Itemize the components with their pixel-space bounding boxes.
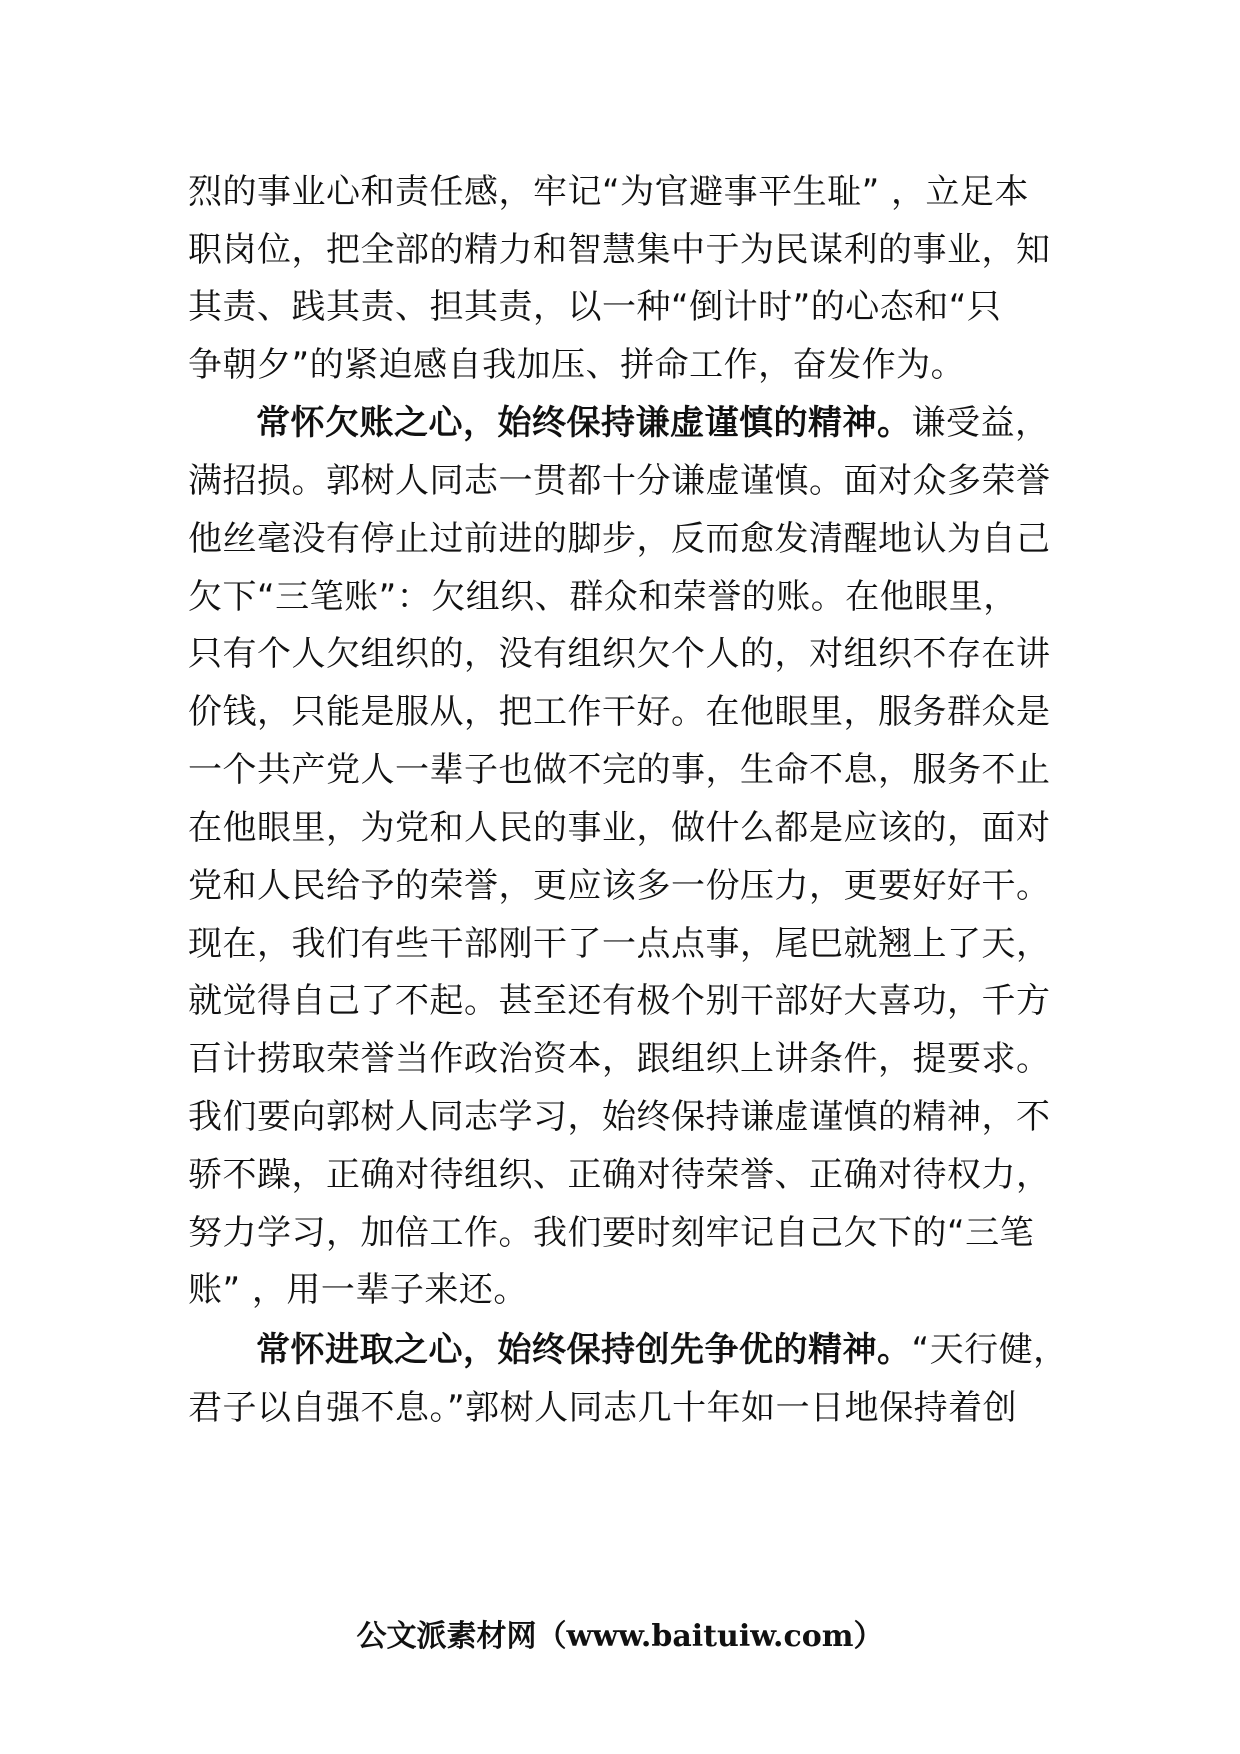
text-line: 争朝夕”的紧迫感自我加压、拼命工作，奋发作为。 (188, 345, 966, 385)
text-line: 现在，我们有些干部刚干了一点点事，尾巴就翘上了天， (188, 924, 1051, 964)
text-line: 他丝毫没有停止过前进的脚步，反而愈发清醒地认为自己 (188, 519, 1051, 559)
text-line: 努力学习，加倍工作。我们要时刻牢记自己欠下的“三笔 (188, 1213, 1035, 1253)
text-line: 职岗位，把全部的精力和智慧集中于为民谋利的事业，知 (188, 230, 1051, 270)
text-line: 账” ，用一辈子来还。 (188, 1270, 528, 1310)
text-line: 其责、践其责、担其责，以一种“倒计时”的心态和“只 (188, 287, 1002, 327)
text-line: 百计捞取荣誉当作政治资本，跟组织上讲条件，提要求。 (188, 1039, 1051, 1079)
text-line: 一个共产党人一辈子也做不完的事，生命不息，服务不止 (188, 750, 1051, 790)
text-line: 党和人民给予的荣誉，更应该多一份压力，更要好好干。 (188, 866, 1051, 906)
text-line: 只有个人欠组织的，没有组织欠个人的，对组织不存在讲 (188, 634, 1051, 674)
text-line: 君子以自强不息。”郭树人同志几十年如一日地保持着创 (188, 1388, 1018, 1428)
paragraph-heading-line: 常怀欠账之心，始终保持谦虚谨慎的精神。谦受益， (256, 403, 1050, 443)
text-line: 就觉得自己了不起。甚至还有极个别干部好大喜功，千方 (188, 981, 1051, 1021)
text-line: 欠下“三笔账”：欠组织、群众和荣誉的账。在他眼里， (188, 577, 1018, 617)
text-line: 我们要向郭树人同志学习，始终保持谦虚谨慎的精神，不 (188, 1097, 1051, 1137)
text-line: 满招损。郭树人同志一贯都十分谦虚谨慎。面对众多荣誉 (188, 461, 1051, 501)
text-line: 在他眼里，为党和人民的事业，做什么都是应该的，面对 (188, 808, 1051, 848)
paragraph-heading-line: 常怀进取之心，始终保持创先争优的精神。“天行健， (256, 1330, 1068, 1370)
page-footer: 公文派素材网（www.baituiw.com） (356, 1619, 884, 1654)
text-line: 烈的事业心和责任感，牢记“为官避事平生耻” ，立足本 (188, 172, 1030, 212)
text-line: 骄不躁，正确对待组织、正确对待荣誉、正确对待权力， (188, 1155, 1051, 1195)
paragraph-lead: 常怀欠账之心，始终保持谦虚谨慎的精神。 (256, 403, 912, 443)
paragraph-lead: 常怀进取之心，始终保持创先争优的精神。 (256, 1330, 912, 1370)
text-line: 价钱，只能是服从，把工作干好。在他眼里，服务群众是 (188, 692, 1051, 732)
